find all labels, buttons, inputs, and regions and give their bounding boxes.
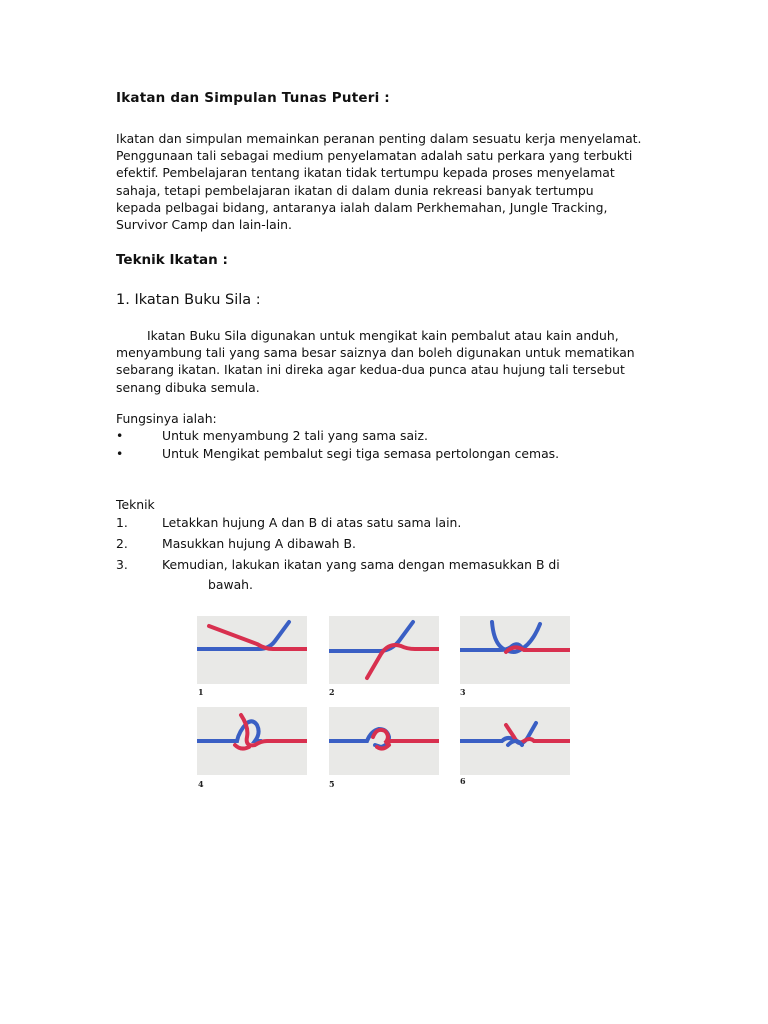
figure-caption: 2 bbox=[329, 687, 335, 697]
steps-list bbox=[116, 515, 656, 578]
step-text: Masukkan hujung A dibawah B. bbox=[162, 536, 356, 551]
knot-subheading: 1. Ikatan Buku Sila : bbox=[116, 292, 261, 308]
intro-line: Ikatan dan simpulan memainkan peranan penting dalam sesuatu kerja menyelamat. bbox=[116, 131, 642, 146]
figure-caption: 1 bbox=[198, 687, 204, 697]
knot-photo-1 bbox=[197, 616, 307, 684]
knot-photo-5 bbox=[329, 707, 439, 775]
intro-line: kepada pelbagai bidang, antaranya ialah dalam Perkhemahan, Jungle Tracking, bbox=[116, 199, 608, 215]
knot-photo-4 bbox=[197, 707, 307, 775]
description-paragraph bbox=[116, 327, 650, 396]
step-number: 3. bbox=[116, 557, 128, 572]
step-text: Letakkan hujung A dan B di atas satu sama lain. bbox=[162, 515, 462, 530]
knot-photo-2 bbox=[329, 616, 439, 684]
intro-line: sahaja, tetapi pembelajaran ikatan di dalam dunia rekreasi banyak tertumpu bbox=[116, 182, 594, 198]
page-title: Ikatan dan Simpulan Tunas Puteri : bbox=[116, 90, 390, 106]
list-item bbox=[116, 557, 656, 578]
description-line: senang dibuka semula. bbox=[116, 379, 260, 395]
step-text: Kemudian, lakukan ikatan yang sama dengan memasukkan B di bbox=[162, 557, 560, 572]
list-item bbox=[116, 428, 656, 448]
intro-line: Penggunaan tali sebagai medium penyelamatan adalah satu perkara yang terbukti bbox=[116, 148, 633, 164]
description-line: menyambung tali yang sama besar saiznya dan boleh digunakan untuk mematikan bbox=[116, 345, 635, 361]
figure-caption: 4 bbox=[198, 779, 204, 789]
figure-caption: 3 bbox=[460, 687, 466, 697]
step-number: 1. bbox=[116, 515, 128, 530]
function-text: Untuk Mengikat pembalut segi tiga semasa pertolongan cemas. bbox=[162, 446, 560, 461]
step-continuation: bawah. bbox=[208, 577, 253, 592]
list-item bbox=[116, 536, 656, 557]
intro-paragraph bbox=[116, 130, 650, 233]
functions-list bbox=[116, 428, 656, 466]
bullet: • bbox=[116, 446, 124, 461]
bullet: • bbox=[116, 428, 124, 443]
knot-photo-3 bbox=[460, 616, 570, 684]
function-text: Untuk menyambung 2 tali yang sama saiz. bbox=[162, 428, 428, 443]
list-item bbox=[116, 515, 656, 536]
intro-line: efektif. Pembelajaran tentang ikatan tidak tertumpu kepada proses menyelamat bbox=[116, 165, 615, 181]
technique-label: Teknik bbox=[116, 497, 155, 512]
description-line: sebarang ikatan. Ikatan ini direka agar kedua-dua punca atau hujung tali tersebut bbox=[116, 362, 625, 378]
knot-photo-6 bbox=[460, 707, 570, 775]
description-line: Ikatan Buku Sila digunakan untuk mengikat kain pembalut atau kain anduh, bbox=[147, 328, 619, 343]
section-heading: Teknik Ikatan : bbox=[116, 252, 228, 268]
list-item bbox=[116, 446, 656, 466]
figure-caption: 6 bbox=[460, 776, 466, 786]
functions-label: Fungsinya ialah: bbox=[116, 411, 217, 426]
intro-line: Survivor Camp dan lain-lain. bbox=[116, 217, 292, 233]
figure-caption: 5 bbox=[329, 779, 335, 789]
step-number: 2. bbox=[116, 536, 128, 551]
